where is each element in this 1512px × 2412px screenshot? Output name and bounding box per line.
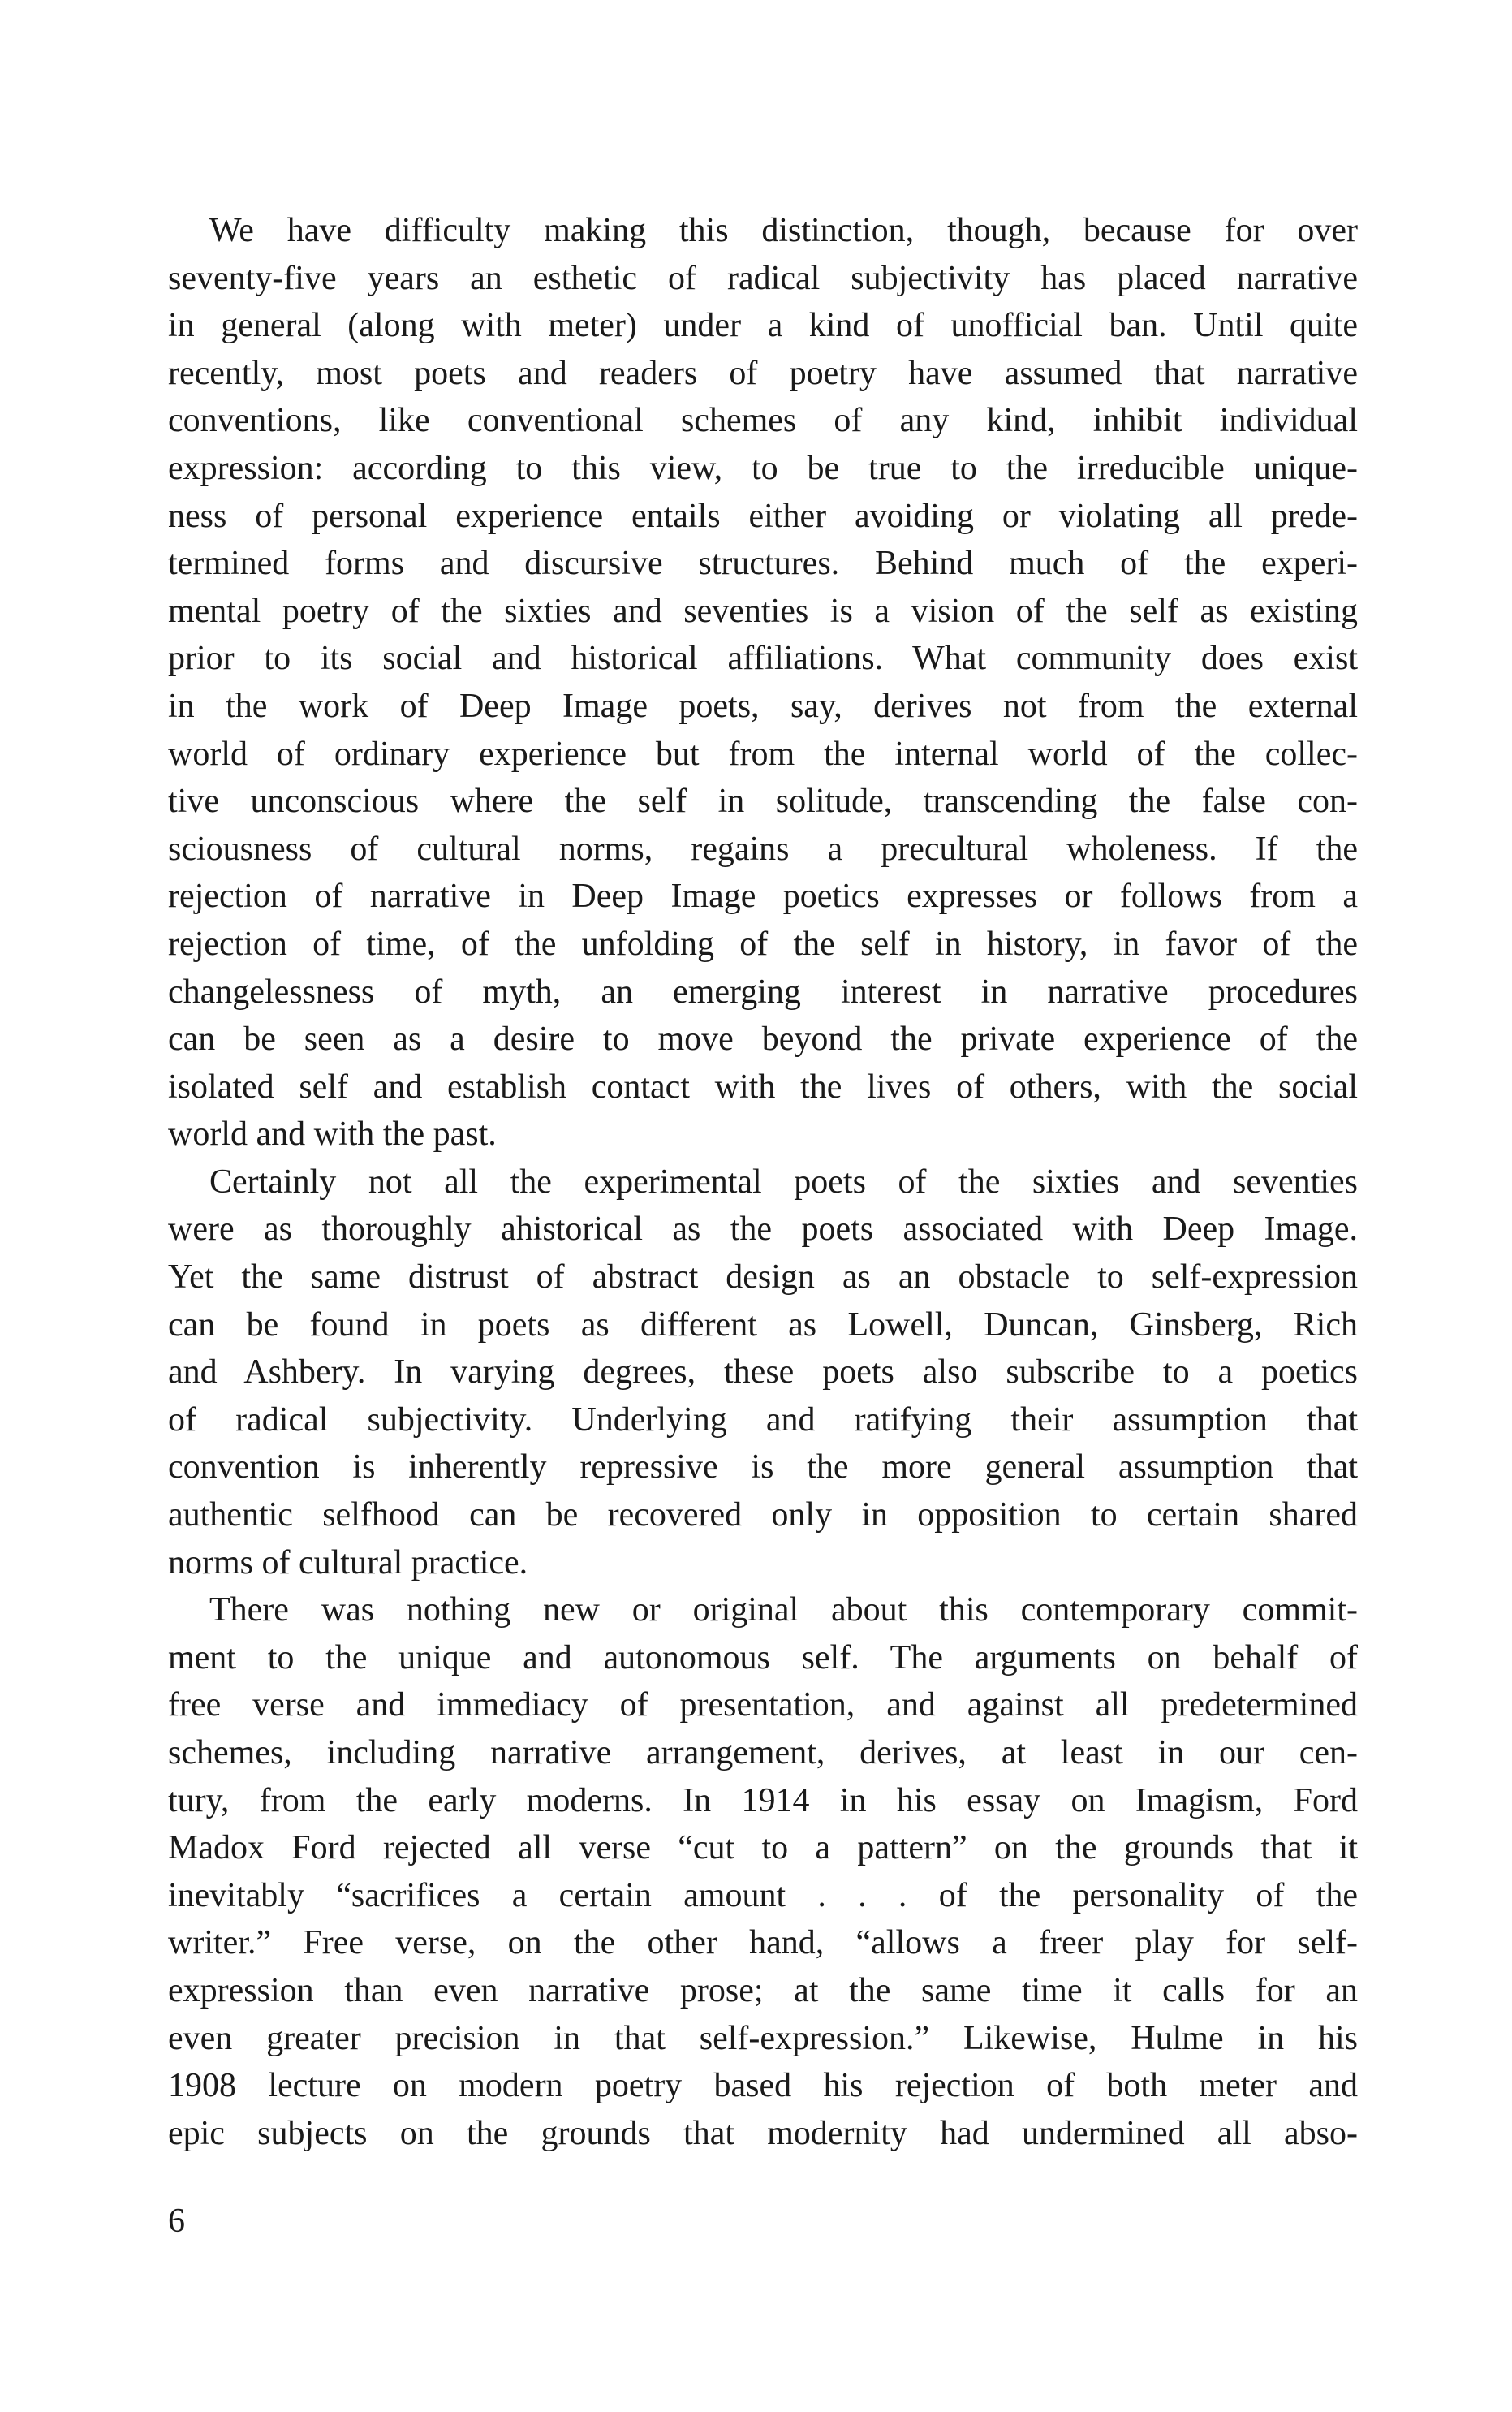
- text-line: norms of cultural practice.: [168, 1543, 528, 1581]
- text-line: There was nothing new or original about this contemporary commit-: [209, 1591, 1358, 1629]
- text-line: world and with the past.: [168, 1115, 497, 1154]
- paragraph: [168, 1586, 1358, 2157]
- text-line: in general (along with meter) under a kind of unofficial ban. Until quite: [168, 307, 1358, 345]
- text-line: mental poetry of the sixties and seventies is a vision of the self as existing: [168, 592, 1358, 630]
- text-line: were as thoroughly ahistorical as the poets associated with Deep Image.: [168, 1210, 1358, 1249]
- text-line: We have difficulty making this distinction, though, because for over: [209, 212, 1358, 249]
- text-line: and Ashbery. In varying degrees, these poets also subscribe to a poetics: [168, 1353, 1358, 1392]
- text-line: changelessness of myth, an emerging interest in narrative procedures: [168, 973, 1358, 1011]
- text-line: schemes, including narrative arrangement, derives, at least in our cen-: [168, 1734, 1358, 1771]
- text-line: convention is inherently repressive is the more general assumption that: [168, 1448, 1358, 1486]
- text-line: in the work of Deep Image poets, say, derives not from the external: [168, 687, 1358, 725]
- paragraph: [168, 1159, 1358, 1586]
- text-line: tive unconscious where the self in solitude, transcending the false con-: [168, 783, 1358, 821]
- text-line: of radical subjectivity. Underlying and ratifying their assumption that: [168, 1400, 1358, 1439]
- page-number: 6: [168, 2203, 185, 2240]
- text-line: ness of personal experience entails either avoiding or violating all prede-: [168, 497, 1358, 535]
- text-line: termined forms and discursive structures. Behind much of the experi-: [168, 545, 1358, 583]
- text-line: ment to the unique and autonomous self. The arguments on behalf of: [168, 1638, 1358, 1676]
- text-line: rejection of narrative in Deep Image poetics expresses or follows from a: [168, 878, 1358, 916]
- text-line: expression than even narrative prose; at the same time it calls for an: [168, 1971, 1358, 2009]
- text-line: world of ordinary experience but from the internal world of the collec-: [168, 735, 1358, 773]
- text-line: seventy-five years an esthetic of radical subjectivity has placed narrative: [168, 259, 1358, 297]
- body-text: [168, 207, 1358, 2157]
- text-line: conventions, like conventional schemes of any kind, inhibit individual: [168, 402, 1358, 440]
- text-line: Madox Ford rejected all verse “cut to a pattern” on the grounds that it: [168, 1829, 1358, 1867]
- text-line: 1908 lecture on modern poetry based his rejection of both meter and: [168, 2067, 1358, 2105]
- text-line: even greater precision in that self-expression.” Likewise, Hulme in his: [168, 2019, 1358, 2057]
- text-line: inevitably “sacrifices a certain amount . . . of the personality of the: [168, 1876, 1358, 1914]
- text-line: recently, most poets and readers of poetry have assumed that narrative: [168, 354, 1358, 392]
- text-line: writer.” Free verse, on the other hand, “allows a freer play for self-: [168, 1924, 1358, 1962]
- text-line: prior to its social and historical affiliations. What community does exist: [168, 640, 1358, 678]
- text-line: authentic selfhood can be recovered only in opposition to certain shared: [168, 1496, 1358, 1534]
- paragraph: [168, 207, 1358, 1159]
- text-line: tury, from the early moderns. In 1914 in his essay on Imagism, Ford: [168, 1781, 1358, 1819]
- text-line: sciousness of cultural norms, regains a precultural wholeness. If the: [168, 830, 1358, 868]
- text-line: Certainly not all the experimental poets of the sixties and seventies: [209, 1163, 1358, 1201]
- text-line: Yet the same distrust of abstract design as an obstacle to self-expression: [168, 1258, 1358, 1297]
- text-line: can be found in poets as different as Lowell, Duncan, Ginsberg, Rich: [168, 1305, 1358, 1344]
- text-line: epic subjects on the grounds that modernity had undermined all abso-: [168, 2114, 1358, 2152]
- text-line: free verse and immediacy of presentation, and against all predetermined: [168, 1686, 1358, 1724]
- text-line: can be seen as a desire to move beyond the private experience of the: [168, 1020, 1358, 1059]
- text-line: rejection of time, of the unfolding of the self in history, in favor of the: [168, 925, 1358, 963]
- text-line: expression: according to this view, to be true to the irreducible unique-: [168, 449, 1358, 487]
- text-line: isolated self and establish contact with the lives of others, with the social: [168, 1068, 1358, 1106]
